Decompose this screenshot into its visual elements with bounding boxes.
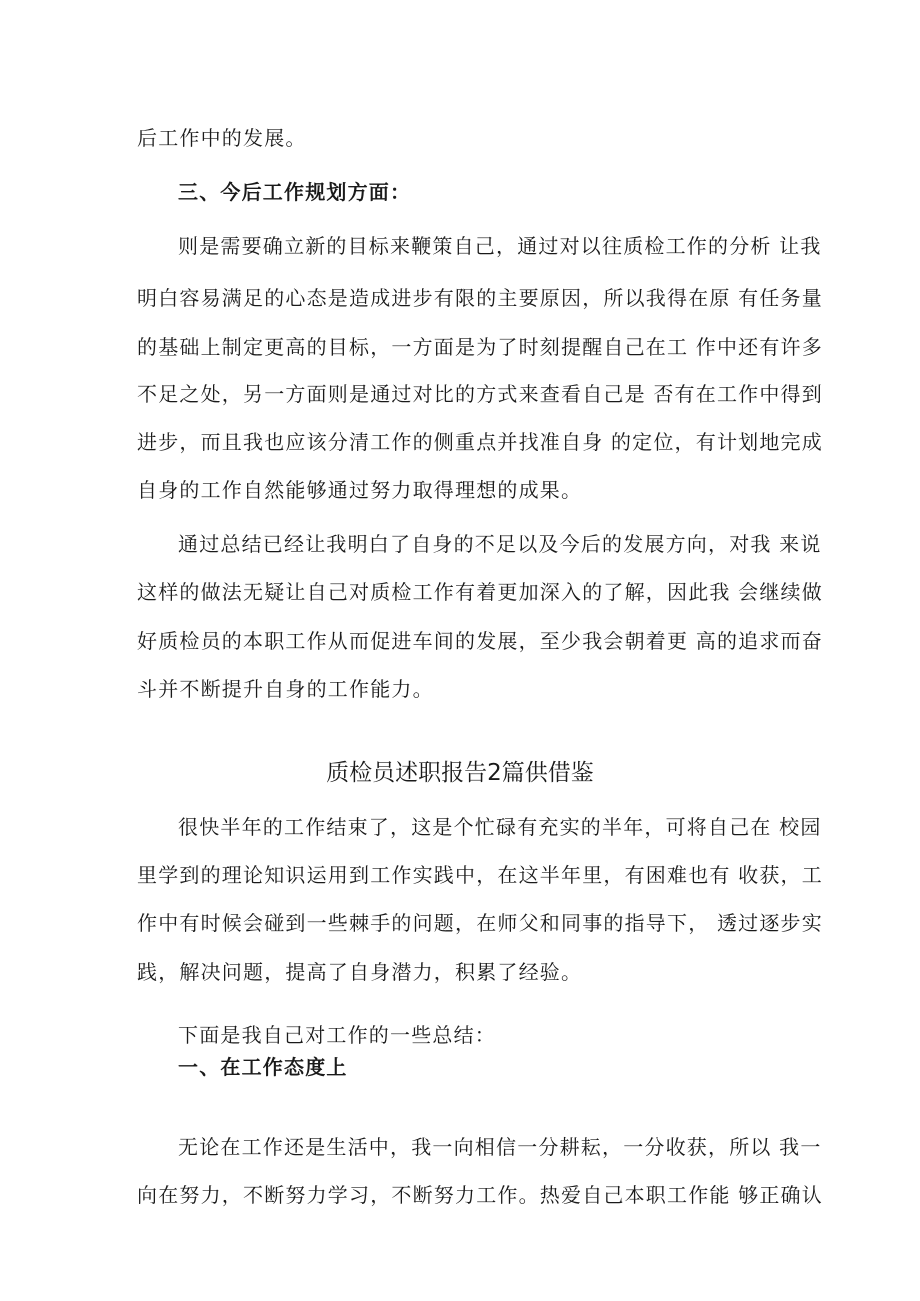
paragraph-line: 里学到的理论知识运用到工作实践中，在这半年里，有困难也有 收获，工 (137, 863, 823, 887)
paragraph-line: 通过总结已经让我明白了自身的不足以及今后的发展方向，对我 来说 (178, 532, 822, 556)
paragraph-line: 很快半年的工作结束了，这是个忙碌有充实的半年，可将自己在 校园 (178, 815, 822, 839)
paragraph-line: 作中有时候会碰到一些棘手的问题，在师父和同事的指导下， 透过逐步实 (137, 911, 823, 935)
paragraph-line: 无论在工作还是生活中，我一向相信一分耕耘，一分收获，所以 我一 (178, 1135, 822, 1159)
paragraph-line: 这样的做法无疑让自己对质检工作有着更加深入的了解，因此我 会继续做 (137, 580, 823, 604)
paragraph-line: 不足之处，另一方面则是通过对比的方式来查看自己是 否有在工作中得到 (137, 382, 823, 406)
paragraph-line: 向在努力，不断努力学习，不断努力工作。热爱自己本职工作能 够正确认 (137, 1183, 823, 1207)
section-heading-plan: 三、今后工作规划方面： (178, 180, 412, 204)
paragraph-line: 践，解决问题，提高了自身潜力，积累了经验。 (137, 960, 583, 984)
paragraph-line: 的基础上制定更高的目标，一方面是为了时刻提醒自己在工 作中还有许多 (137, 335, 823, 359)
paragraph-line: 明白容易满足的心态是造成进步有限的主要原因，所以我得在原 有任务量 (137, 286, 823, 310)
paragraph-line: 后工作中的发展。 (137, 126, 307, 150)
paragraph-line: 自身的工作自然能够通过努力取得理想的成果。 (137, 478, 583, 502)
paragraph-line: 好质检员的本职工作从而促进车间的发展，至少我会朝着更 高的追求而奋 (137, 629, 823, 653)
paragraph-line: 进步，而且我也应该分清工作的侧重点并找准自身 的定位，有计划地完成 (137, 430, 823, 454)
paragraph-line: 则是需要确立新的目标来鞭策自己，通过对以往质检工作的分析 让我 (178, 234, 822, 258)
paragraph-line: 斗并不断提升自身的工作能力。 (137, 677, 434, 701)
paragraph-line: 下面是我自己对工作的一些总结： (178, 1023, 496, 1047)
section-heading-attitude: 一、在工作态度上 (178, 1055, 348, 1079)
document-title: 质检员述职报告2篇供借鉴 (326, 760, 594, 786)
